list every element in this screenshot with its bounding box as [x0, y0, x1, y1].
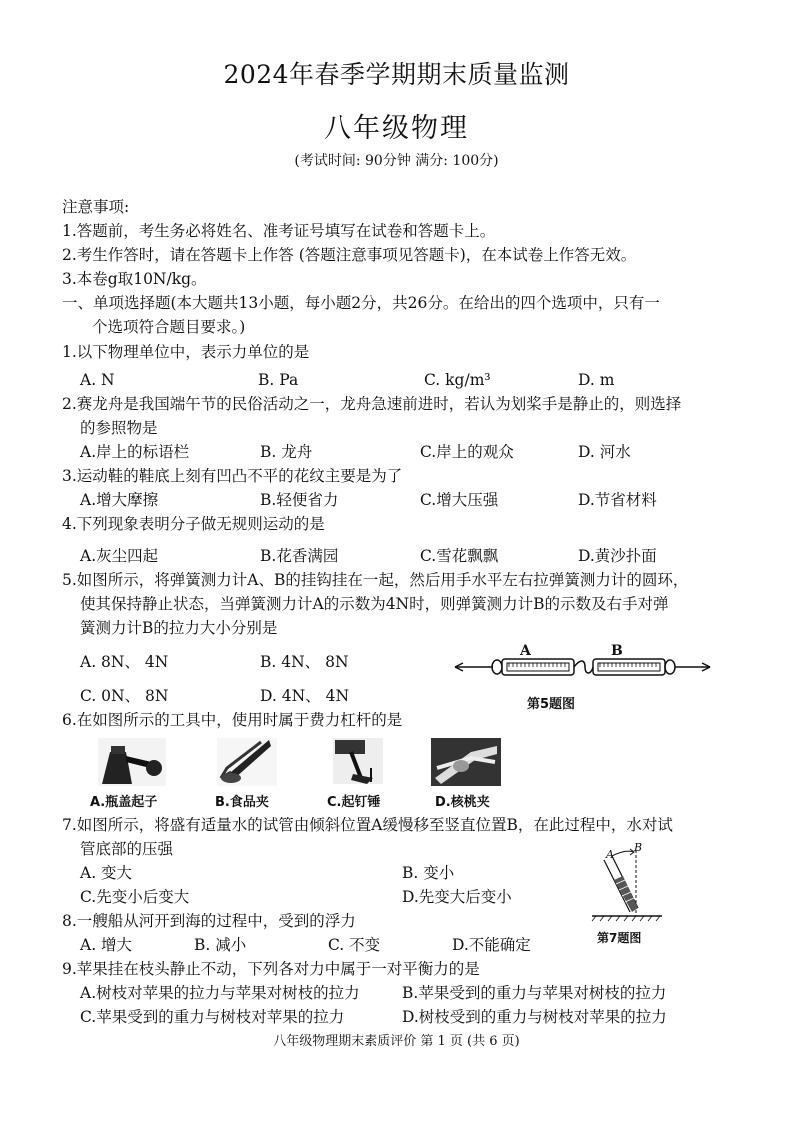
- q8-option-c: C. 不变: [328, 936, 381, 954]
- q7-figure-label-b: B: [634, 841, 643, 854]
- bottle-opener-image: [98, 738, 166, 786]
- q3-option-c: C.增大压强: [420, 491, 499, 509]
- q1-option-a: A. N: [80, 371, 115, 389]
- q5-option-c: C. 0N、 8N: [80, 687, 169, 705]
- notice-item-3: 3.本卷g取10N/kg。: [62, 270, 207, 288]
- q2-option-a: A.岸上的标语栏: [80, 443, 190, 461]
- q6-option-b: B.食品夹: [215, 795, 269, 810]
- page-footer: 八年级物理期末素质评价 第 1 页 (共 6 页): [273, 1034, 520, 1049]
- q4-option-b: B.花香满园: [260, 547, 339, 565]
- q7-option-d: D.先变大后变小: [402, 888, 512, 906]
- q6-stem: 6.在如图所示的工具中，使用时属于费力杠杆的是: [62, 711, 403, 729]
- q5-option-b: B. 4N、 8N: [260, 653, 349, 671]
- q1-stem: 1.以下物理单位中，表示力单位的是: [62, 343, 310, 361]
- q3-option-d: D.节省材料: [578, 491, 657, 509]
- q5-spring-scale-figure: [455, 645, 710, 685]
- q2-option-d: D. 河水: [578, 443, 631, 461]
- q5-figure-caption: 第5题图: [527, 697, 576, 712]
- q6-option-d: D.核桃夹: [435, 795, 490, 810]
- q6-option-a: A.瓶盖起子: [90, 795, 158, 810]
- q2-option-c: C.岸上的观众: [420, 443, 514, 461]
- q7-test-tube-figure: [592, 842, 662, 922]
- q8-option-a: A. 增大: [80, 936, 133, 954]
- q9-option-c: C.苹果受到的重力与树枝对苹果的拉力: [80, 1008, 345, 1026]
- q7-stem-line1: 7.如图所示，将盛有适量水的试管由倾斜位置A缓慢移至竖直位置B，在此过程中，水对试: [62, 816, 673, 834]
- q5-stem-line3: 簧测力计B的拉力大小分别是: [80, 619, 278, 637]
- q9-stem: 9.苹果挂在枝头静止不动，下列各对力中属于一对平衡力的是: [62, 960, 480, 978]
- exam-title: 2024年春季学期期末质量监测: [223, 60, 570, 89]
- q3-option-a: A.增大摩擦: [80, 491, 159, 509]
- claw-hammer-image: [333, 738, 383, 784]
- q8-option-b: B. 减小: [194, 936, 247, 954]
- q7-figure-label-a: A: [606, 848, 614, 861]
- q2-stem-line1: 2.赛龙舟是我国端午节的民俗活动之一，龙舟急速前进时，若认为划桨手是静止的，则选择: [62, 395, 682, 413]
- q7-option-a: A. 变大: [80, 864, 133, 882]
- q8-stem: 8.一艘船从河开到海的过程中，受到的浮力: [62, 912, 356, 930]
- q2-stem-line2: 的参照物是: [80, 419, 158, 437]
- q9-option-b: B.苹果受到的重力与苹果对树枝的拉力: [402, 984, 667, 1002]
- subject-title: 八年级物理: [324, 113, 469, 144]
- q7-option-b: B. 变小: [402, 864, 455, 882]
- q6-option-c: C.起钉锤: [327, 795, 381, 810]
- exam-info: (考试时间: 90分钟 满分: 100分): [294, 153, 499, 169]
- q1-option-d: D. m: [578, 371, 615, 389]
- q5-stem-line2: 使其保持静止状态，当弹簧测力计A的示数为4N时，则弹簧测力计B的示数及右手对弹: [80, 595, 669, 613]
- q2-option-b: B. 龙舟: [260, 443, 313, 461]
- q4-option-d: D.黄沙扑面: [578, 547, 657, 565]
- q5-figure-label-b: B: [611, 643, 623, 659]
- q3-stem: 3.运动鞋的鞋底上刻有凹凸不平的花纹主要是为了: [62, 467, 403, 485]
- notice-item-2: 2.考生作答时，请在答题卡上作答 (答题注意事项见答题卡)，在本试卷上作答无效。: [62, 246, 637, 264]
- q7-stem-line2: 管底部的压强: [80, 840, 174, 858]
- q9-option-a: A.树枝对苹果的拉力与苹果对树枝的拉力: [80, 984, 360, 1002]
- nutcracker-image: [431, 738, 501, 786]
- notice-heading: 注意事项:: [62, 198, 130, 216]
- q9-option-d: D.树枝受到的重力与树枝对苹果的拉力: [402, 1008, 667, 1026]
- food-tongs-image: [217, 738, 277, 786]
- q7-figure-caption: 第7题图: [597, 931, 642, 945]
- q8-option-d: D.不能确定: [452, 936, 531, 954]
- q5-stem-line1: 5.如图所示，将弹簧测力计A、B的挂钩挂在一起，然后用手水平左右拉弹簧测力计的圆环，: [62, 571, 689, 589]
- section-heading-line1: 一、单项选择题(本大题共13小题，每小题2分，共26分。在给出的四个选项中，只有一: [62, 294, 660, 312]
- q4-stem: 4.下列现象表明分子做无规则运动的是: [62, 515, 325, 533]
- q3-option-b: B.轻便省力: [260, 491, 339, 509]
- q1-option-b: B. Pa: [258, 371, 299, 389]
- q4-option-c: C.雪花飘飘: [420, 547, 499, 565]
- q5-option-a: A. 8N、 4N: [80, 653, 169, 671]
- q4-option-a: A.灰尘四起: [80, 547, 159, 565]
- q1-option-c: C. kg/m³: [424, 371, 491, 389]
- q5-option-d: D. 4N、 4N: [260, 687, 350, 705]
- q7-option-c: C.先变小后变大: [80, 888, 190, 906]
- section-heading-line2: 个选项符合题目要求。): [92, 318, 246, 336]
- notice-item-1: 1.答题前，考生务必将姓名、准考证号填写在试卷和答题卡上。: [62, 222, 496, 240]
- q5-figure-label-a: A: [520, 643, 531, 659]
